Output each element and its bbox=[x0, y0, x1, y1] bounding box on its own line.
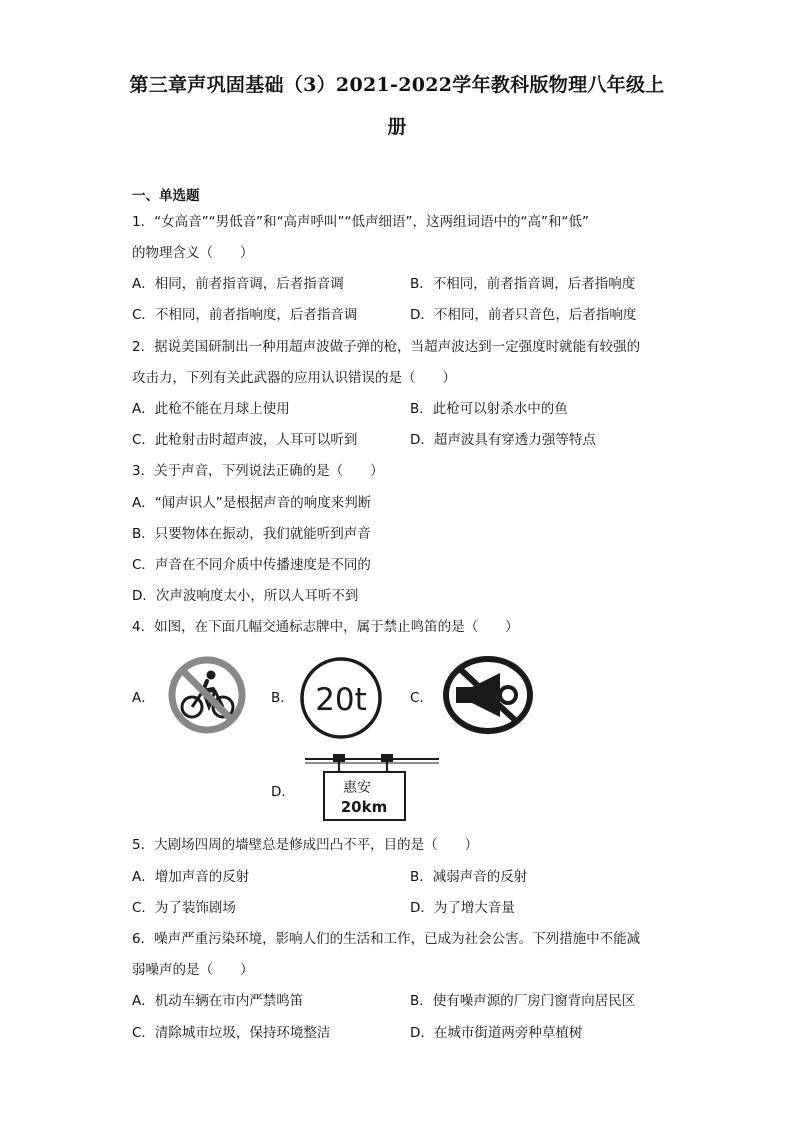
q6-option-d: D．在城市街道两旁种草植树 bbox=[410, 1025, 583, 1041]
q5-option-c: C．为了装饰剧场 bbox=[132, 900, 236, 916]
q4-label-c: C． bbox=[410, 690, 433, 706]
q4-label-b: B． bbox=[271, 690, 294, 706]
q6-stem-line1: 6．噪声严重污染环境，影响人们的生活和工作，已成为社会公害。下列措施中不能减 bbox=[132, 931, 641, 947]
q1-option-d: D．不相同，前者只音色，后者指响度 bbox=[410, 307, 637, 323]
q2-option-b: B．此枪可以射杀水中的鱼 bbox=[410, 401, 568, 417]
distance-sign-km: 20km bbox=[340, 798, 388, 816]
q1-stem-line1: 1．“女高音”“男低音”和“高声呼叫”“低声细语”，这两组词语中的“高”和“低” bbox=[132, 214, 590, 230]
q4-label-d: D． bbox=[271, 784, 295, 800]
no-bicycle-sign-icon bbox=[167, 655, 247, 735]
q2-stem-line1: 2．据说美国研制出一种用超声波做子弹的枪，当超声波达到一定强度时就能有较强的 bbox=[132, 339, 641, 355]
q3-stem-line1: 3．关于声音，下列说法正确的是（ ） bbox=[132, 463, 384, 479]
q2-option-a: A．此枪不能在月球上使用 bbox=[132, 401, 290, 417]
q5-stem-line1: 5．大剧场四周的墙壁总是修成凹凸不平，目的是（ ） bbox=[132, 837, 479, 853]
q3-option-c: C．声音在不同介质中传播速度是不同的 bbox=[132, 557, 371, 573]
q5-option-b: B．减弱声音的反射 bbox=[410, 869, 528, 885]
q1-stem-line2: 的物理含义（ ） bbox=[132, 245, 254, 261]
q3-option-a: A．“闻声识人”是根据声音的响度来判断 bbox=[132, 495, 372, 511]
q1-option-c: C．不相同，前者指响度，后者指音调 bbox=[132, 307, 358, 323]
q2-option-d: D．超声波具有穿透力强等特点 bbox=[410, 432, 596, 448]
page-title-line2: 册 bbox=[387, 116, 407, 138]
q5-option-d: D．为了增大音量 bbox=[410, 900, 515, 916]
q1-option-a: A．相同，前者指音调，后者指音调 bbox=[132, 276, 344, 292]
q2-stem-line2: 攻击力，下列有关此武器的应用认识错误的是（ ） bbox=[132, 370, 456, 386]
q3-option-b: B．只要物体在振动，我们就能听到声音 bbox=[132, 526, 371, 542]
q6-option-c: C．清除城市垃圾，保持环境整洁 bbox=[132, 1025, 331, 1041]
q2-option-c: C．此枪射击时超声波，人耳可以听到 bbox=[132, 432, 358, 448]
q6-option-b: B．使有噪声源的厂房门窗背向居民区 bbox=[410, 993, 636, 1009]
section-heading: 一、单选题 bbox=[132, 188, 200, 204]
distance-sign-place: 惠安 bbox=[343, 780, 371, 796]
weight-limit-sign-text: 20t bbox=[315, 682, 367, 718]
q5-option-a: A．增加声音的反射 bbox=[132, 869, 250, 885]
q3-option-d: D．次声波响度太小，所以人耳听不到 bbox=[132, 588, 359, 604]
q4-stem-line1: 4．如图，在下面几幅交通标志牌中，属于禁止鸣笛的是（ ） bbox=[132, 619, 519, 635]
distance-sign-icon bbox=[305, 752, 439, 824]
q1-option-b: B．不相同，前者指音调，后者指响度 bbox=[410, 276, 636, 292]
q4-label-a: A． bbox=[132, 690, 155, 706]
q6-stem-line2: 弱噪声的是（ ） bbox=[132, 962, 254, 978]
page-title-line1: 第三章声巩固基础（3）2021-2022学年教科版物理八年级上 bbox=[129, 74, 665, 96]
weight-limit-sign-icon bbox=[298, 655, 384, 741]
q6-option-a: A．机动车辆在市内严禁鸣笛 bbox=[132, 993, 304, 1009]
no-horn-sign-icon bbox=[442, 655, 534, 735]
